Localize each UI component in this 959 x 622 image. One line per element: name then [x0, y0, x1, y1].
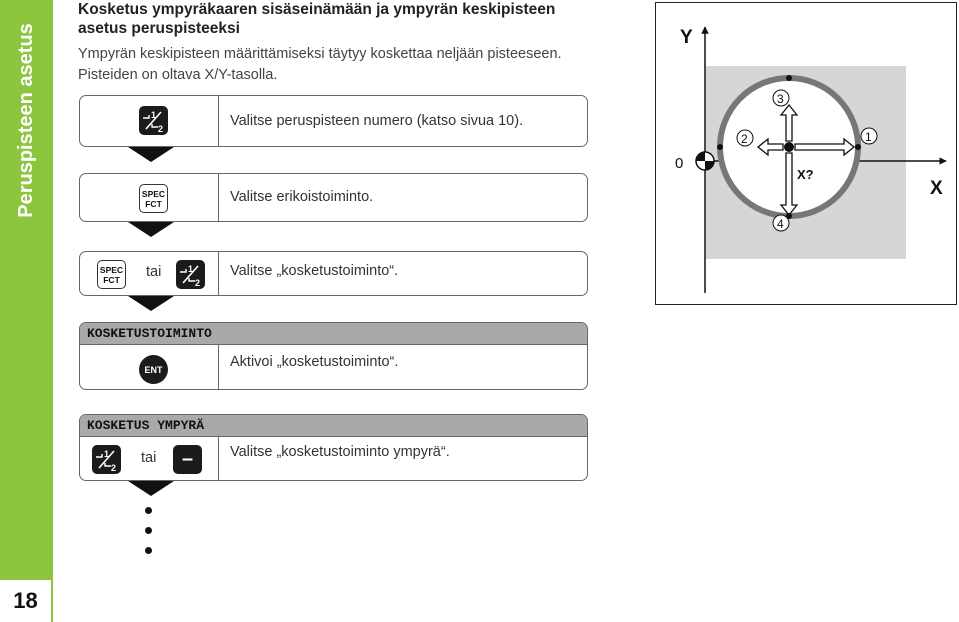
- step-1-box: [79, 95, 588, 147]
- spec-fct-key: [139, 184, 168, 213]
- datum-key-icon: [92, 445, 121, 474]
- down-arrow-icon: [128, 222, 174, 237]
- spec-key-line1: SPEC: [141, 188, 166, 199]
- or-connector: tai: [141, 450, 157, 466]
- datum-key-bottom: 2: [158, 124, 164, 134]
- datum-key-top: 1: [188, 264, 194, 274]
- center-point: [784, 142, 794, 152]
- spec-key-line2: FCT: [145, 198, 162, 209]
- section-heading: Kosketus ympyräkaaren sisäseinämään ja ympyrän keskipisteen asetus peruspisteeksi: [78, 1, 556, 37]
- divider: [218, 174, 219, 221]
- step-5-box: [79, 414, 588, 481]
- spec-key-line2: FCT: [103, 274, 120, 285]
- datum-key-bottom: 2: [111, 463, 117, 473]
- datum-key-bottom: 2: [195, 278, 201, 288]
- down-arrow-icon: [128, 481, 174, 496]
- sidebar: [0, 0, 53, 622]
- datum-key-icon: [139, 106, 168, 135]
- display-header: KOSKETUSTOIMINTO: [80, 323, 587, 345]
- down-arrow-icon: [128, 147, 174, 162]
- minus-key: –: [173, 445, 202, 474]
- y-axis-label: Y: [680, 27, 693, 48]
- step-4-box: [79, 322, 588, 390]
- or-connector: tai: [146, 264, 162, 280]
- display-header: KOSKETUS YMPYRÄ: [80, 415, 587, 437]
- step-1-text: Valitse peruspisteen numero (katso sivua 10).: [230, 113, 524, 129]
- probe-circle-figure: [655, 2, 957, 305]
- continuation-dot: [145, 527, 152, 534]
- spec-key-line1: SPEC: [99, 264, 124, 275]
- origin-label: 0: [675, 155, 684, 172]
- datum-select-key: [176, 260, 205, 289]
- page-number: 18: [0, 580, 53, 622]
- divider: [218, 344, 219, 389]
- step-2-text: Valitse erikoistoiminto.: [230, 189, 374, 205]
- divider: [218, 252, 219, 295]
- sidebar-title: Peruspisteen asetus: [15, 22, 37, 218]
- datum-select-key: [92, 445, 121, 474]
- step-4-text: Aktivoi „kosketustoiminto“.: [230, 354, 399, 370]
- datum-key-top: 1: [151, 110, 157, 120]
- datum-select-key: [139, 106, 168, 135]
- step-2-box: [79, 173, 588, 222]
- step-3-text: Valitse „kosketustoiminto“.: [230, 263, 399, 279]
- down-arrow-icon: [128, 296, 174, 311]
- circle-diagram: [656, 3, 956, 303]
- point-label-1: 1: [865, 130, 872, 144]
- point-label-4: 4: [777, 217, 784, 231]
- spec-fct-key: [97, 260, 126, 289]
- point-label-3: 3: [777, 92, 784, 106]
- sidebar-title-area: [0, 0, 53, 240]
- ent-key: ENT: [139, 355, 168, 384]
- divider: [218, 96, 219, 146]
- continuation-dot: [145, 547, 152, 554]
- step-5-text: Valitse „kosketustoiminto ympyrä“.: [230, 444, 450, 460]
- divider: [218, 436, 219, 480]
- step-3-box: [79, 251, 588, 296]
- intro-paragraph: Ympyrän keskipisteen määrittämiseksi täytyy koskettaa neljään pisteeseen. Pisteiden on oltava X/Y-tasolla.: [78, 46, 562, 83]
- point-label-2: 2: [741, 132, 748, 146]
- continuation-dot: [145, 507, 152, 514]
- datum-key-icon: [176, 260, 205, 289]
- datum-key-top: 1: [104, 449, 110, 459]
- x-axis-label: X: [930, 178, 943, 199]
- x-question-label: X?: [797, 167, 814, 182]
